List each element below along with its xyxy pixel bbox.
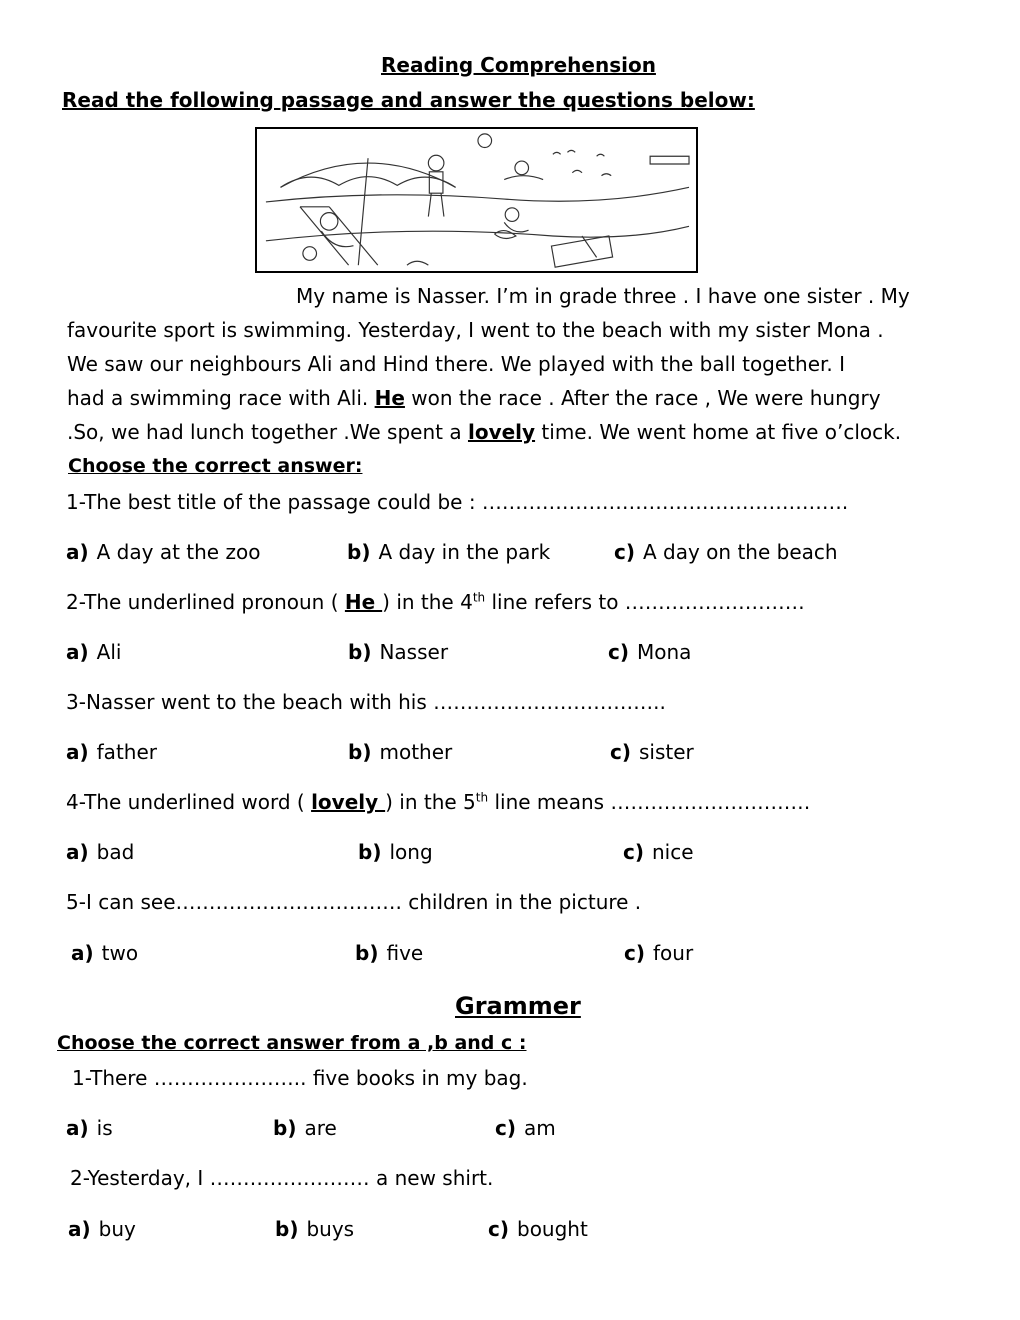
option-c[interactable] [624,941,693,965]
option-label: c) [608,640,629,664]
option-text: Nasser [379,640,449,664]
underlined-word: lovely [311,790,386,814]
question-text: ) in the 5 [385,790,476,814]
option-text: buys [306,1217,355,1241]
underlined-he: He [374,386,405,410]
option-a[interactable] [66,740,157,764]
option-label: c) [495,1116,516,1140]
option-label: c) [614,540,635,564]
option-label: c) [623,840,644,864]
underlined-lovely: lovely [467,420,536,444]
option-text: A day on the beach [643,540,838,564]
question-4 [66,790,810,814]
option-label: a) [66,840,89,864]
option-label: b) [355,941,379,965]
option-label: c) [610,740,631,764]
option-c[interactable] [614,540,838,564]
option-label: c) [624,941,645,965]
option-b[interactable] [355,941,423,965]
option-text: buy [98,1217,136,1241]
option-label: a) [71,941,94,965]
grammar-title: Grammer [455,992,581,1020]
option-label: b) [275,1217,299,1241]
option-label: b) [348,640,372,664]
option-c[interactable] [623,840,694,864]
section-heading-choose: Choose the correct answer: [68,455,363,477]
passage-line-1: My name is Nasser. I’m in grade three . I have one sister . My [296,284,910,308]
superscript: th [472,590,486,605]
option-b[interactable] [273,1116,337,1140]
option-text: bad [96,840,135,864]
option-a[interactable] [66,640,121,664]
option-a[interactable] [66,1116,113,1140]
option-label: a) [66,540,89,564]
passage-line-4 [67,381,967,415]
option-a[interactable] [71,941,138,965]
option-b[interactable] [348,640,448,664]
passage-line-5 [67,415,967,449]
option-text: A day at the zoo [96,540,261,564]
question-3: 3-Nasser went to the beach with his …………………………….. [66,690,666,714]
passage-line-2: favourite sport is swimming. Yesterday, I went to the beach with my sister Mona . [67,318,884,342]
question-5: 5-I can see……………………………. children in the picture . [66,890,642,914]
option-a[interactable] [66,840,134,864]
option-text: sister [639,740,694,764]
instruction: Read the following passage and answer the questions below: [62,88,755,112]
page-title: Reading Comprehension [381,53,656,77]
question-text: line refers to ……………………… [485,590,805,614]
option-label: b) [358,840,382,864]
option-c[interactable] [495,1116,556,1140]
superscript: th [475,790,489,805]
beach-picture [255,127,698,273]
option-b[interactable] [348,740,452,764]
option-text: long [389,840,433,864]
option-text: am [524,1116,556,1140]
grammar-question-1: 1-There ………………….. five books in my bag. [72,1066,528,1090]
passage-text: won the race . After the race , We were hungry [404,386,881,410]
option-label: b) [273,1116,297,1140]
passage-text: time. We went home at five o’clock. [535,420,902,444]
option-text: bought [517,1217,588,1241]
option-text: father [96,740,157,764]
option-label: a) [66,1116,89,1140]
option-text: five [386,941,424,965]
passage-line-3: We saw our neighbours Ali and Hind there. We played with the ball together. I [67,352,846,376]
option-label: b) [347,540,371,564]
option-text: Ali [96,640,122,664]
option-label: a) [66,640,89,664]
option-text: mother [379,740,453,764]
question-1: 1-The best title of the passage could be : ………………………………………………. [66,490,849,514]
grammar-question-2: 2-Yesterday, I …………………… a new shirt. [70,1166,494,1190]
option-c[interactable] [488,1217,588,1241]
question-text: line means ………………………… [488,790,811,814]
option-text: Mona [637,640,692,664]
question-text: ) in the 4 [382,590,473,614]
sun-icon [478,134,492,148]
passage-text: .So, we had lunch together .We spent a [67,420,468,444]
option-label: b) [348,740,372,764]
option-text: nice [652,840,694,864]
question-text: 2-The underlined pronoun ( [66,590,345,614]
passage [67,279,967,449]
option-text: two [101,941,139,965]
section-heading-grammar: Choose the correct answer from a ,b and c : [57,1032,527,1054]
option-text: four [653,941,694,965]
option-text: are [304,1116,337,1140]
option-a[interactable] [68,1217,136,1241]
question-text: 4-The underlined word ( [66,790,312,814]
option-b[interactable] [275,1217,354,1241]
underlined-word: He [344,590,383,614]
option-label: a) [68,1217,91,1241]
passage-text: had a swimming race with Ali. [67,386,375,410]
option-b[interactable] [358,840,433,864]
question-2 [66,590,805,614]
option-text: is [96,1116,113,1140]
option-c[interactable] [608,640,691,664]
option-text: A day in the park [378,540,551,564]
option-label: a) [66,740,89,764]
option-label: c) [488,1217,509,1241]
option-a[interactable] [66,540,260,564]
option-b[interactable] [347,540,550,564]
option-c[interactable] [610,740,694,764]
